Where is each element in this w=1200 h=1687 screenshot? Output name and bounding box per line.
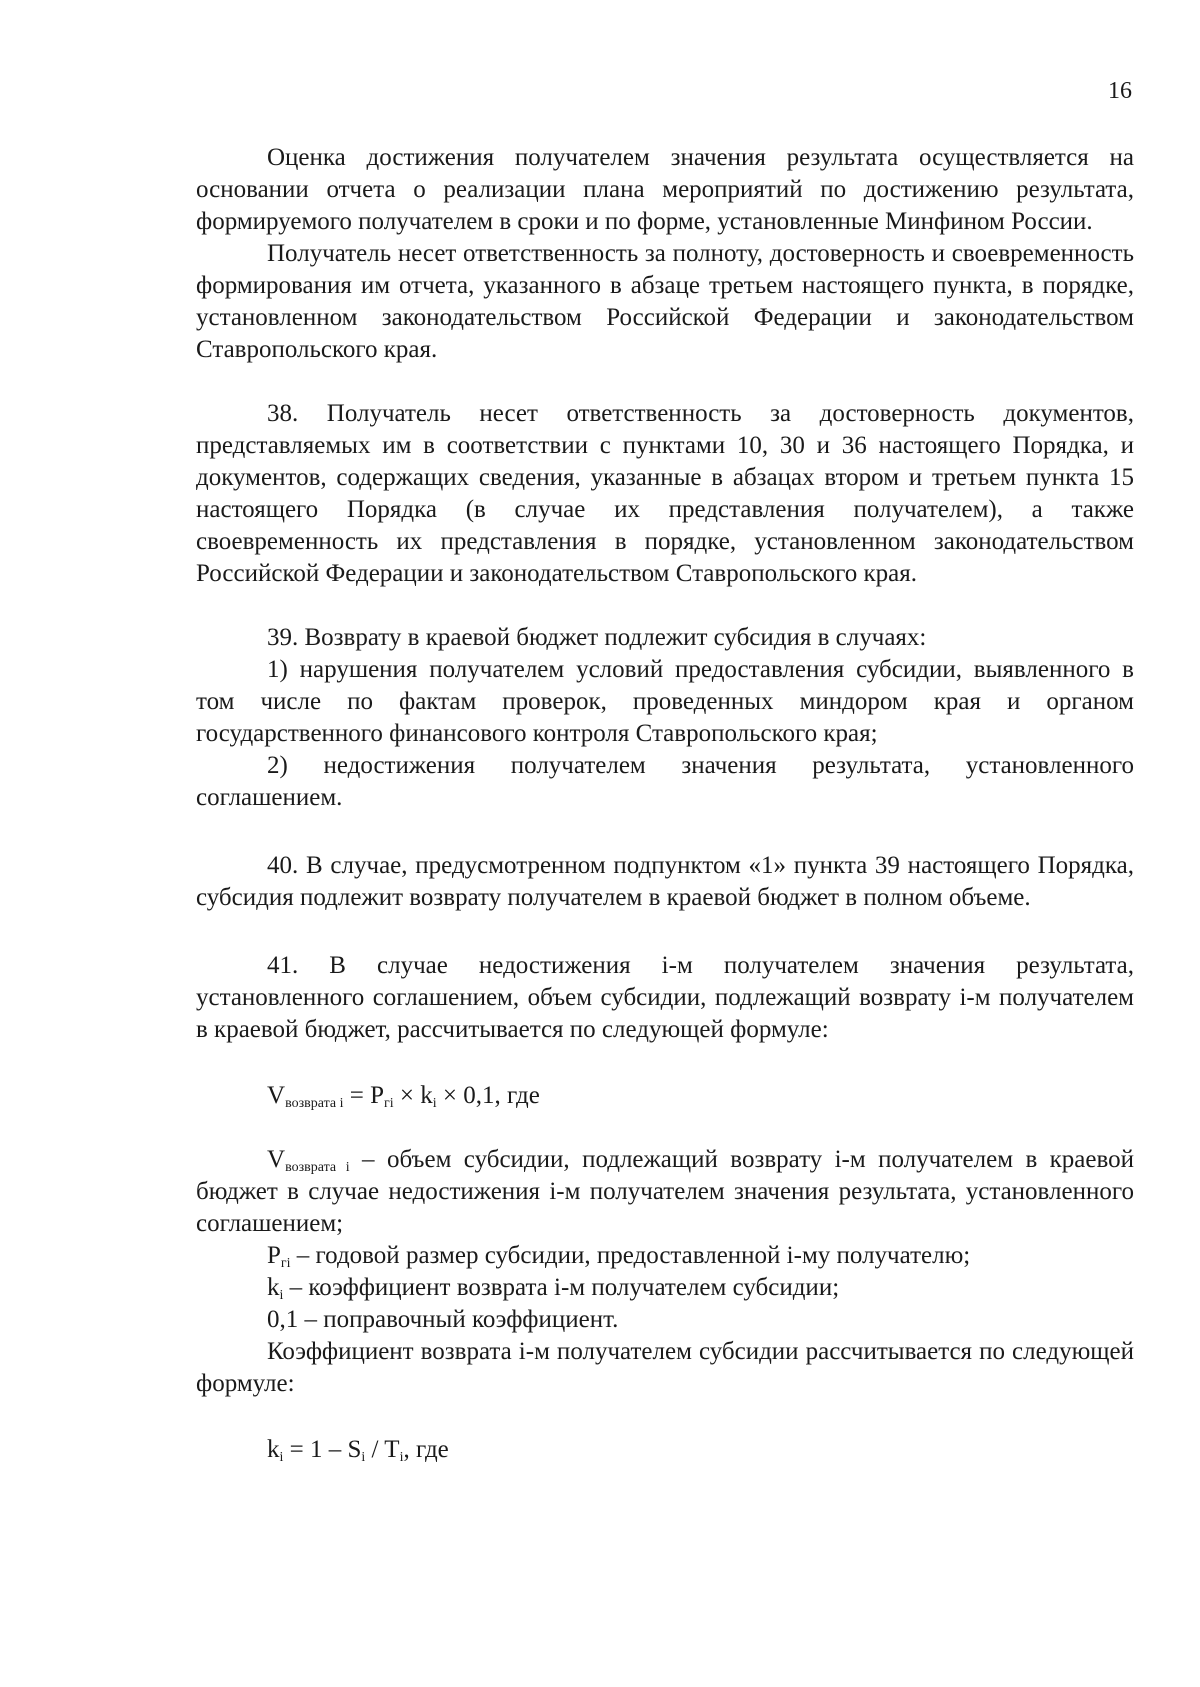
formula2-t-subscript: i (399, 1450, 404, 1465)
paragraph-39-item-2: 2) недостижения получателем значения результата, установленного соглашением. (196, 752, 1134, 811)
formula2-k-subscript: i (279, 1450, 284, 1465)
def-k-text: – коэффициент возврата i-м получателем субсидии; (289, 1274, 840, 1301)
def-v-text: – объем субсидии, подлежащий возврату i-м получателем в краевой бюджет в случае недостижения i-м получателем значения результата, установленного соглашением; (196, 1146, 1135, 1237)
paragraph-38: 38. Получатель несет ответственность за достоверность документов, представляемых им в соответствии с пунктами 10, 30 и 36 настоящего Порядка, и документов, содержащих сведения, указанные в абзацах втором и третьем пункта 15 настоящего Порядка (в случае их представления получателем), а также своевременность их представления в порядке, установленном законодательством Российской Федерации и законодательством Ставропольского края. (196, 400, 1134, 587)
formula-eq-p: = P (343, 1082, 384, 1109)
paragraph-40: 40. В случае, предусмотренном подпунктом «1» пункта 39 настоящего Порядка, субсидия подлежит возврату получателем в краевой бюджет в полном объеме. (196, 852, 1134, 911)
formula-p-subscript: гi (383, 1096, 394, 1111)
formula-v-subscript: возврата i (285, 1096, 344, 1111)
def-p-subscript: гi (280, 1256, 291, 1271)
formula2-div: / T (365, 1436, 400, 1463)
formula-v: V (267, 1082, 286, 1109)
formula-return-coefficient (196, 1434, 1134, 1466)
def-p-symbol: P (267, 1242, 281, 1269)
definition-p (196, 1240, 1134, 1272)
definition-v (196, 1144, 1134, 1240)
formula2-s-subscript: i (361, 1450, 366, 1465)
definition-coefficient: 0,1 – поправочный коэффициент. (267, 1306, 619, 1333)
paragraph-result-assessment: Оценка достижения получателем значения результата осуществляется на основании отчета о реализации плана мероприятий по достижению результата, формируемого получателем в сроки и по форме, установленные Минфином России. (196, 144, 1134, 235)
formula-return-volume (196, 1080, 1134, 1112)
formula2-mid: = 1 – S (283, 1436, 362, 1463)
page-number: 16 (1108, 78, 1132, 104)
def-k-subscript: i (279, 1288, 284, 1303)
def-k-symbol: k (267, 1274, 280, 1301)
definition-k (196, 1272, 1134, 1304)
def-v-subscript: возврата i (285, 1160, 350, 1175)
formula2-rest: , где (403, 1436, 449, 1463)
paragraph-k-intro: Коэффициент возврата i-м получателем субсидии рассчитывается по следующей формуле: (196, 1338, 1134, 1397)
paragraph-41: 41. В случае недостижения i-м получателем значения результата, установленного соглашением, объем субсидии, подлежащий возврату i-м получателем в краевой бюджет, рассчитывается по следующей формуле: (196, 952, 1134, 1043)
document-body (196, 142, 1134, 1498)
formula-rest: × 0,1, где (436, 1082, 540, 1109)
formula-times-k: × k (393, 1082, 433, 1109)
paragraph-39-item-1: 1) нарушения получателем условий предоставления субсидии, выявленного в том числе по фактам проверок, проведенных миндором края и органом государственного финансового контроля Ставропольского края; (196, 656, 1134, 747)
formula-k-subscript: i (432, 1096, 437, 1111)
paragraph-39: 39. Возврату в краевой бюджет подлежит субсидия в случаях: (267, 624, 927, 651)
def-v-symbol: V (267, 1146, 286, 1173)
def-p-text: – годовой размер субсидии, предоставленной i-му получателю; (296, 1242, 971, 1269)
formula2-k: k (267, 1436, 280, 1463)
paragraph-report-responsibility: Получатель несет ответственность за полноту, достоверность и своевременность формирования им отчета, указанного в абзаце третьем настоящего пункта, в порядке, установленном законодательством Российской Федерации и законодательством Ставропольского края. (196, 240, 1134, 363)
